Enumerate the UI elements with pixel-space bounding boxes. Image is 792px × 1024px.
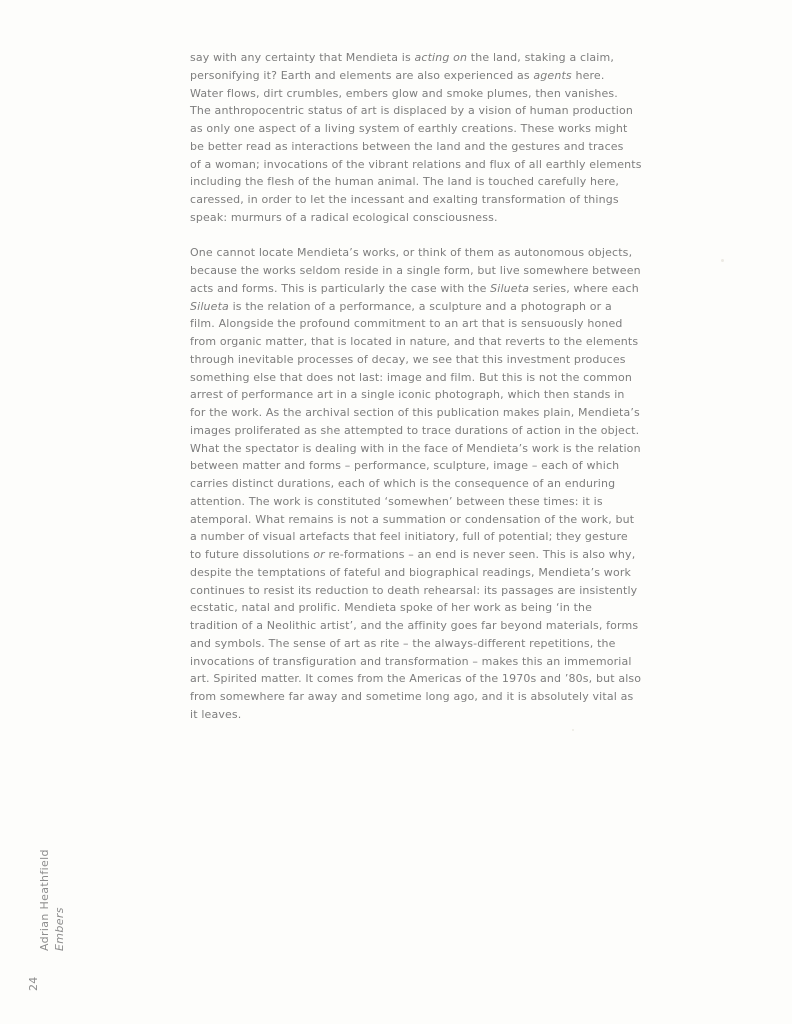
text-run: it leaves.: [190, 707, 242, 721]
author-name: Adrian Heathfield: [38, 849, 51, 951]
text-line: [190, 49, 642, 67]
text-run: of a woman; invocations of the vibrant relations and flux of all earthly elements: [190, 157, 642, 171]
text-run: attention. The work is constituted ‘somewhen’ between these times: it is: [190, 494, 603, 508]
text-line: [190, 173, 642, 191]
text-line: [190, 617, 642, 635]
text-run: One cannot locate Mendieta’s works, or think of them as autonomous objects,: [190, 246, 633, 260]
text-run: a number of visual artefacts that feel initiatory, full of potential; they gesture: [190, 530, 628, 544]
text-run: and symbols. The sense of art as rite – the always-different repetitions, the: [190, 636, 616, 650]
text-line: [190, 244, 642, 262]
text-run: including the flesh of the human animal. The land is touched carefully here,: [190, 175, 620, 189]
text-run: something else that does not last: image and film. But this is not the common: [190, 370, 632, 384]
text-line: [190, 457, 642, 475]
text-run: as only one aspect of a living system of earthly creations. These works might: [190, 122, 628, 135]
text-run: acts and forms. This is particularly the case with the: [190, 281, 491, 295]
text-run: speak: murmurs of a radical ecological consciousness.: [190, 210, 498, 224]
scan-speck: [572, 729, 574, 731]
text-run: caressed, in order to let the incessant and exalting transformation of things: [190, 193, 619, 206]
text-line: [190, 706, 642, 724]
text-run: between matter and forms – performance, sculpture, image – each of which: [190, 459, 620, 473]
text-line: [190, 369, 642, 387]
text-run: because the works seldom reside in a single form, but live somewhere between: [190, 264, 641, 277]
text-line: [190, 599, 642, 617]
text-line: [190, 280, 642, 298]
text-run: tradition of a Neolithic artist’, and the affinity goes far beyond materials, forms: [190, 619, 639, 632]
scan-speck: [721, 259, 724, 262]
paragraph: [190, 49, 642, 227]
running-footer: [37, 849, 67, 951]
text-line: [190, 156, 642, 174]
text-run: for the work. As the archival section of this publication makes plain, Mendieta’s: [190, 406, 640, 419]
text-line: [190, 511, 642, 529]
text-line: [190, 404, 642, 422]
text-line: [190, 635, 642, 653]
text-run: through inevitable processes of decay, we see that this investment produces: [190, 352, 626, 366]
text-line: [190, 138, 642, 156]
body-text: [190, 49, 642, 724]
text-line: [190, 209, 642, 227]
text-run: art. Spirited matter. It comes from the Americas of the 1970s and ’80s, but also: [190, 672, 642, 686]
text-line: [190, 653, 642, 671]
italic-text-run: Silueta: [190, 299, 229, 313]
text-line: [190, 67, 642, 85]
text-run: continues to resist its reduction to death rehearsal: its passages are insistently: [190, 583, 638, 597]
text-run: ecstatic, natal and prolific. Mendieta spoke of her work as being ‘in the: [190, 601, 593, 615]
text-run: from organic matter, that is located in nature, and that reverts to the elements: [190, 335, 639, 348]
text-run: the land, staking a claim,: [467, 51, 615, 64]
text-run: re-formations – an end is never seen. This is also why,: [324, 548, 636, 561]
italic-text-run: or: [313, 548, 325, 561]
text-run: from somewhere far away and sometime long ago, and it is absolutely vital as: [190, 690, 634, 703]
text-line: [190, 315, 642, 333]
text-line: [190, 546, 642, 564]
text-run: invocations of transfiguration and transformation – makes this an immemorial: [190, 654, 632, 668]
text-line: [190, 262, 642, 280]
text-run: is the relation of a performance, a sculpture and a photograph or a: [228, 299, 612, 313]
text-line: [190, 670, 642, 688]
text-line: [190, 191, 642, 209]
text-run: series, where each: [529, 281, 639, 295]
text-line: [190, 475, 642, 493]
text-line: [190, 422, 642, 440]
essay-title: Embers: [53, 907, 66, 951]
page-number: 24: [27, 976, 40, 991]
italic-text-run: acting on: [414, 51, 468, 64]
text-line: [190, 528, 642, 546]
text-run: The anthropocentric status of art is displaced by a vision of human production: [190, 104, 634, 118]
text-run: film. Alongside the profound commitment to an art that is sensuously honed: [190, 317, 623, 331]
text-line: [190, 582, 642, 600]
text-line: [190, 564, 642, 582]
text-line: [190, 386, 642, 404]
text-run: be better read as interactions between the land and the gestures and traces: [190, 139, 624, 153]
text-line: [190, 333, 642, 351]
text-run: carries distinct durations, each of which is the consequence of an enduring: [190, 477, 616, 490]
text-run: Water flows, dirt crumbles, embers glow and smoke plumes, then vanishes.: [190, 86, 618, 100]
text-line: [190, 120, 642, 138]
text-run: personifying it? Earth and elements are also experienced as: [190, 68, 534, 82]
text-line: [190, 351, 642, 369]
text-run: here.: [571, 68, 605, 82]
text-run: What the spectator is dealing with in the face of Mendieta’s work is the relation: [190, 441, 641, 455]
italic-text-run: Silueta: [490, 281, 530, 295]
text-line: [190, 298, 642, 316]
text-run: despite the temptations of fateful and biographical readings, Mendieta’s work: [190, 565, 632, 579]
text-line: [190, 102, 642, 120]
text-run: say with any certainty that Mendieta is: [190, 51, 415, 64]
text-line: [190, 688, 642, 706]
text-line: [190, 493, 642, 511]
text-run: images proliferated as she attempted to trace durations of action in the object.: [190, 423, 640, 437]
italic-text-run: agents: [533, 68, 572, 82]
text-run: to future dissolutions: [190, 548, 314, 561]
text-run: atemporal. What remains is not a summation or condensation of the work, but: [190, 512, 635, 526]
text-line: [190, 85, 642, 103]
paragraph: [190, 244, 642, 723]
text-line: [190, 440, 642, 458]
text-run: arrest of performance art in a single iconic photograph, which then stands in: [190, 388, 625, 402]
